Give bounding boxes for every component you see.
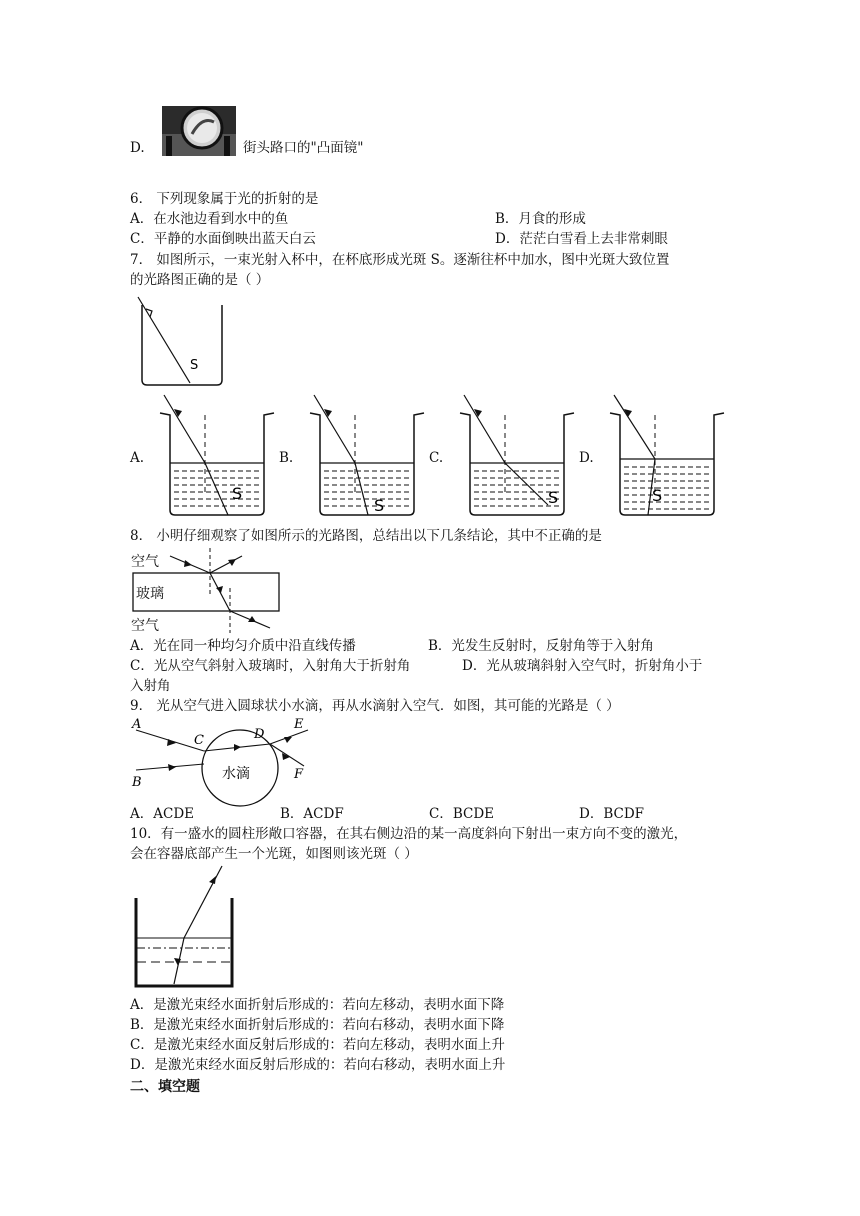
q10-container-figure xyxy=(132,862,242,992)
q8-option-c: C．光从空气斜射入玻璃时，入射角大于折射角 xyxy=(130,658,411,674)
q7-option-a-figure xyxy=(158,395,276,520)
q9-option-d: D．BCDF xyxy=(579,806,645,822)
q7-option-a-label: A. xyxy=(130,450,145,466)
q10-option-d: D．是激光束经水面反射后形成的：若向右移动，表明水面上升 xyxy=(130,1057,506,1073)
q7-stem-line1: 7． 如图所示，一束光射入杯中，在杯底形成光斑 S。逐渐往杯中加水，图中光斑大致位置 xyxy=(130,252,670,268)
q9-water-drop-figure xyxy=(130,716,310,806)
q10-option-a: A．是激光束经水面折射后形成的：若向左移动，表明水面下降 xyxy=(130,997,505,1013)
q8-option-d-line1: D．光从玻璃斜射入空气时，折射角小于 xyxy=(462,658,703,674)
q10-option-c: C．是激光束经水面反射后形成的：若向左移动，表明水面上升 xyxy=(130,1037,505,1053)
q9-label-b: B xyxy=(132,775,142,790)
q9-label-e: E xyxy=(294,717,304,732)
spot-s-label: S xyxy=(374,496,385,515)
q10-stem-line2: 会在容器底部产生一个光斑，如图则该光斑（ ） xyxy=(130,846,418,862)
q10-stem-line1: 10．有一盛水的圆柱形敞口容器，在其右侧边沿的某一高度斜向下射出一束方向不变的激光， xyxy=(130,826,688,842)
q5-option-d-letter: D. xyxy=(130,140,145,156)
q9-label-f: F xyxy=(294,767,304,782)
spot-s-label: S xyxy=(232,484,243,503)
q9-option-a: A．ACDE xyxy=(130,806,195,822)
beaker-outline xyxy=(160,413,274,515)
q9-label-d: D xyxy=(254,727,265,742)
q8-air-top-label: 空气 xyxy=(131,554,159,570)
section-2-heading: 二、填空题 xyxy=(130,1079,200,1095)
q7-option-b-figure xyxy=(308,395,426,520)
q9-stem: 9． 光从空气进入圆球状小水滴，再从水滴射入空气．如图，其可能的光路是（ ） xyxy=(130,698,620,714)
q7-option-c-label: C. xyxy=(429,450,444,466)
q6-option-c: C．平静的水面倒映出蓝天白云 xyxy=(130,231,316,247)
spot-s-label: S xyxy=(548,488,559,507)
q8-glass-label: 玻璃 xyxy=(136,586,164,602)
q9-option-c: C．BCDE xyxy=(429,806,495,822)
q9-label-drop: 水滴 xyxy=(222,766,250,782)
q7-stem-line2: 的光路图正确的是（ ） xyxy=(130,272,270,288)
q7-beaker-figure xyxy=(132,295,232,385)
q6-option-b: B．月食的形成 xyxy=(495,211,586,227)
q9-option-b: B．ACDF xyxy=(280,806,344,822)
q9-label-a: A xyxy=(132,717,142,732)
q9-label-c: C xyxy=(194,733,204,748)
q7-option-d-label: D. xyxy=(579,450,594,466)
q6-stem: 6． 下列现象属于光的折射的是 xyxy=(130,191,319,207)
q7-option-d-figure xyxy=(608,395,726,520)
q6-option-a: A．在水池边看到水中的鱼 xyxy=(130,211,289,227)
q8-option-d-line2: 入射角 xyxy=(130,678,171,694)
spot-s-label: S xyxy=(652,486,663,505)
q5-option-d-text: 街头路口的"凸面镜" xyxy=(243,140,364,156)
q8-option-a: A．光在同一种均匀介质中沿直线传播 xyxy=(130,638,356,654)
q7-option-b-label: B. xyxy=(279,450,294,466)
q8-option-b: B．光发生反射时，反射角等于入射角 xyxy=(428,638,654,654)
q8-air-bottom-label: 空气 xyxy=(131,618,159,634)
q6-option-d: D．茫茫白雪看上去非常刺眼 xyxy=(495,231,668,247)
beaker-outline xyxy=(310,413,424,515)
q10-option-b: B．是激光束经水面折射后形成的：若向右移动，表明水面下降 xyxy=(130,1017,505,1033)
q8-stem: 8． 小明仔细观察了如图所示的光路图，总结出以下几条结论，其中不正确的是 xyxy=(130,528,602,544)
convex-mirror-photo xyxy=(162,106,236,156)
q7-fig-label-s: S xyxy=(190,358,199,373)
beaker-outline xyxy=(610,413,724,515)
q7-option-c-figure xyxy=(458,395,576,520)
